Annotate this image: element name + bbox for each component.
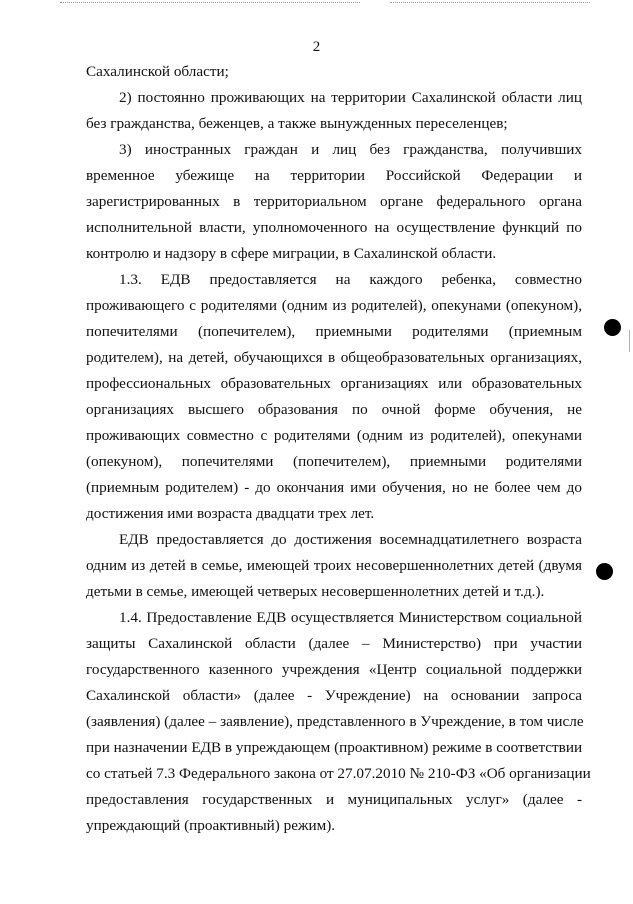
text-line: попечителями (попечителем), приемными родителями (приемным bbox=[86, 323, 582, 340]
text-line: достижения ими возраста двадцати трех лет. bbox=[86, 505, 375, 522]
text-line: организациях высшего образования по очной форме обучения, не bbox=[86, 401, 582, 418]
text-line: зарегистрированных в территориальном органе федерального органа bbox=[86, 193, 582, 210]
text-line: защиты Сахалинской области (далее – Министерство) при участии bbox=[86, 635, 582, 652]
scan-edge-speckle bbox=[60, 2, 360, 4]
text-line: Сахалинской области; bbox=[86, 63, 229, 80]
text-line: одним из детей в семье, имеющей троих несовершеннолетних детей (двумя bbox=[86, 557, 582, 574]
punch-hole bbox=[604, 319, 621, 336]
text-line: исполнительной власти, уполномоченного на осуществление функций по bbox=[86, 219, 582, 236]
text-line: 1.4. Предоставление ЕДВ осуществляется Министерством социальной bbox=[119, 609, 582, 626]
text-line: со статьей 7.3 Федерального закона от 27.07.2010 № 210-ФЗ «Об организации bbox=[86, 765, 591, 782]
text-line: 1.3. ЕДВ предоставляется на каждого ребенка, совместно bbox=[119, 271, 582, 288]
page-number: 2 bbox=[312, 39, 321, 55]
scan-edge-mark bbox=[629, 330, 630, 352]
text-line: 3) иностранных граждан и лиц без гражданства, получивших bbox=[119, 141, 582, 158]
text-line: проживающих совместно с родителями (одним из родителей), опекунами bbox=[86, 427, 582, 444]
text-line: (приемным родителем) - до окончания ими обучения, но не более чем до bbox=[86, 479, 582, 496]
text-line: Сахалинской области» (далее - Учреждение) на основании запроса bbox=[86, 687, 582, 704]
text-line: контролю и надзору в сфере миграции, в Сахалинской области. bbox=[86, 245, 497, 262]
text-line: без гражданства, беженцев, а также вынужденных переселенцев; bbox=[86, 115, 508, 132]
punch-hole bbox=[596, 563, 613, 580]
text-line: (опекуном), попечителями (попечителем), приемными родителями bbox=[86, 453, 582, 470]
scan-edge-speckle bbox=[390, 2, 590, 4]
text-line: 2) постоянно проживающих на территории Сахалинской области лиц bbox=[119, 89, 582, 106]
text-line: ЕДВ предоставляется до достижения восемнадцатилетнего возраста bbox=[119, 531, 582, 548]
text-line: (заявления) (далее – заявление), представленного в Учреждение, в том числе bbox=[86, 713, 584, 730]
text-line: проживающего с родителями (одним из родителей), опекунами (опекуном), bbox=[86, 297, 582, 314]
text-line: временное убежище на территории Российской Федерации и bbox=[86, 167, 582, 184]
text-line: упреждающий (проактивный) режим). bbox=[86, 817, 336, 834]
text-line: родителем), на детей, обучающихся в общеобразовательных организациях, bbox=[86, 349, 582, 366]
text-line: государственного казенного учреждения «Центр социальной поддержки bbox=[86, 661, 582, 678]
text-line: детьми в семье, имеющей четверых несовершеннолетних детей и т.д.). bbox=[86, 583, 545, 600]
text-line: при назначении ЕДВ в упреждающем (проактивном) режиме в соответствии bbox=[86, 739, 583, 756]
text-line: профессиональных образовательных организациях или образовательных bbox=[86, 375, 582, 392]
text-line: предоставления государственных и муниципальных услуг» (далее - bbox=[86, 791, 582, 808]
